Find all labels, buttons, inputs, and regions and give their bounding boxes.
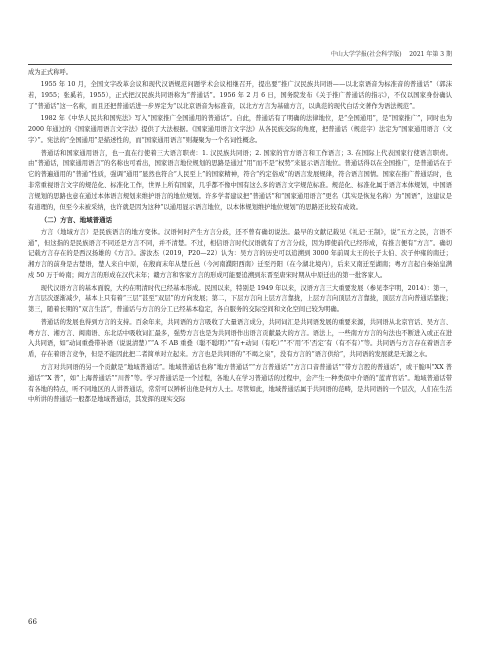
journal-title: 中山大学学报(社会科学版) [330,51,402,58]
paragraph: 方言对共同语的另一个贡献是“地域普通话”。地域普通话也称“地方普通话”“方言普通话”“方言口音普通话”“带方言腔的普通话”，或干脆叫“XX 普通话”“X 普”，如“上海普通话”“川普”等。学习普通话是一个过程，各地人在学习普通话的过程中，会产生一种类似中介语的“蓝青官话”。地域普通话带有各地的特点，听不同地区的人讲普通话，常常可以辨析出他是何方人士。尽管如此，地域普通话属于共同语的范畴，是共同语的一个层次，人们在生活中所讲的普通话一般都是地域普通话，其发挥的现实交际 [28,363,452,404]
paragraph: 普通话的发展也得到方言的支持。百余年来，共同语的方言吸收了大量语言成分，共同词汇是共同语发展的重要来源，共同语从北京官话、吴方言、粤方言、湘方言、闽南语、东北话中吸收词汇最多，强势方言也是为共同语作出语言贡献最大的方言。语法上，一些南方方言的句法也不断进入或正在进入共同语，如“动词重叠带补语（说说清楚）”“A 不 AB 重叠（聪不聪明）”“有+动词（有吃）”“不‘用’不‘否定’有（有不有）”等。共同语与方言存在着语言矛盾，存在着语言竞争，但是不能因此把二者简单对立起来。方言也是共同语的“不竭之泉”，没有方言的“语言供给”，共同语的发展就是无源之水。 [28,318,452,359]
page-number: 66 [28,618,37,626]
paragraph: 现代汉语方言的基本面貌，大约在明清时代已经基本形成。民国以来，特别是 1949 年以来，汉语方言三大重要发展（参见李宇明，2014）：第一，方言层次逐渐减少，基本上只有着“三层”甚至“双层”的方向发展；第二，下层方言向上层方言靠拢，上层方言向顶层方言靠拢，顶层方言向普通话靠拢；第三，随着长期的“双言生活”，普通话与方言的分工已经基本稳定，各自服务的交际空间和文化空间已较为明确。 [28,284,452,314]
paragraph: 1982 年《中华人民共和国宪法》写入“国家推广全国通用的普通话”。自此，普通话有了明确的法律地位，是“全国通用”，是“国家推广”，同时也为 2000 年通过的《国家通用语言文字法》提供了大法根据。《国家通用语言文字法》从各民族交际的角度，把普通话（规范字）法定为“国家通用语言（文字）”。宪法的“全国通用”是描述性的，而“国家通用语言”则凝聚为一个名词性概念。 [28,115,452,145]
paragraph: 普通话和国家通用语言，也一直在行使着三大语言职责：1. 汉民族共同语；2. 国家的官方语言和工作语言；3. 在国际上代表国家行使语言职责。由“普通话，国家通用语言”的名称也可看出，国家语言地位规划的思路是通过“用”而不是“权势”来显示语言地位。普通话得以在全国推广，是普通话在于它的普遍通用的“普通”性质，强调“通用”显然也符合“人民至上”的国家精神，符合“约定俗成”的语言发展规律，符合语言国情。国家在推广普通话时，也非常重视语言文字的规范化、标准化工作，世界上所有国家，几乎都不像中国有这么多的语言文字规范标准。规范化、标准化属于语言本体规划，中国语言规划的思路也意在通过本体语言规划来维护语言的地位规划。许多学者建议把“普通话”和“国家通用语言”更名（其实是恢复名称）为“国语”，这建议是有道理的，但至今未被采纳，也许就是因为这种“以通用显示语言地位，以本体规划维护地位规划”的思路还比较有成效。 [28,149,452,212]
header-rule [28,64,452,65]
section-heading: （二）方言、地域普通话 [40,216,113,225]
paragraph: 方言（地域方言）是民族语言的地方变体。汉语何时产生方言分歧，还不曾有确切说法。最早的文献记载见《礼记·王制》，说“五方之民，言语不通”，但这指的是民族语言不同还是方言不同，并不清楚。不过，相信语言时代汉语就有了方言分歧，因为即使前代已经形成，有推言便有“方言”。确切记载方言存在的是西汉扬雄的《方言》。游汝杰（2019，P20—22）认为：吴方言的历史可以追溯到 3000 年前周太王的长子太伯、次子仲雍的南迁；湘方言的前身是古楚语，楚人来自中原，在殷商末年从楚丘邑（今河南濮阳西南）迁至丹阳（在今湖北境内），后来又南迁至湖南；粤方言起自秦始皇满戍 50 万于岭南；闽方言的形成在汉代末年；赣方言和客家方言的形成可能要追溯到东晋至唐宋时期从中原迁出的第一批客家人。 [28,228,452,280]
paragraph: 成为正式称呼。 [28,69,73,76]
running-header [28,48,452,62]
paragraph: 1955 年 10 月，全国文字改革会议和现代汉语规范问题学术会议相继召开，提出要“推广汉民族共同语——以北京语音为标准音的普通话”（郭沫若，1955；张奚若，1955），正式把汉民族共同语称为“普通话”。1956 年 2 月 6 日，国务院发布《关于推广普通话的指示》，不仅以国家身份确认了“普通话”这一名称，而且还把普通话进一步界定为“以北京语音为标准音，以北方方言为基础方言，以典范的现代白话文著作为语法规范”。 [28,81,452,111]
article-body [28,68,452,624]
issue-label: 2021 年第 3 期 [409,51,452,58]
